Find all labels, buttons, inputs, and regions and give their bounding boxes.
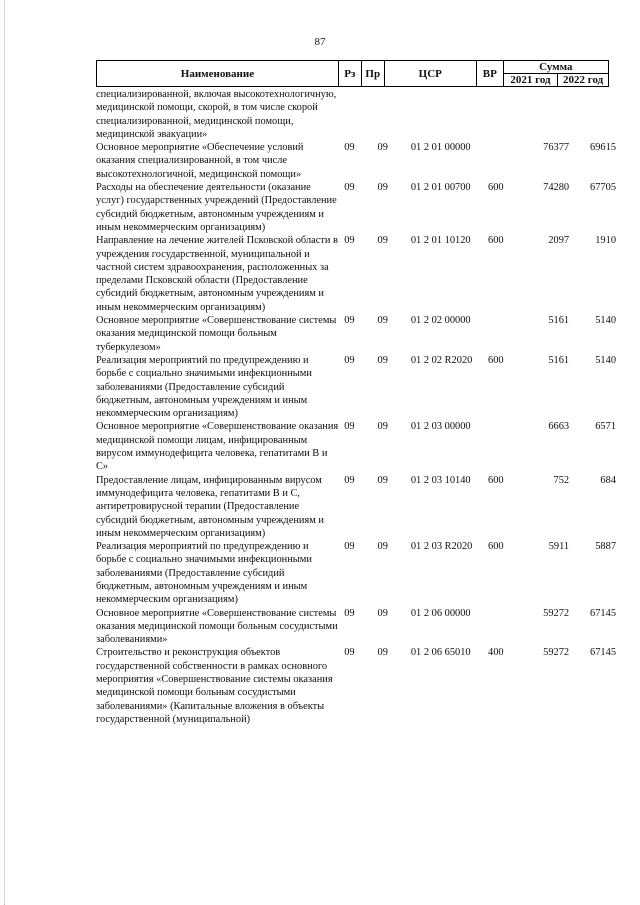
row-vr: 600 <box>488 474 504 486</box>
row-csr <box>407 88 488 141</box>
row-vr <box>488 141 515 181</box>
row-pr: 09 <box>377 647 388 659</box>
row-sum-2021: 2097 <box>548 235 570 247</box>
row-vr: 600 <box>488 541 504 553</box>
row-csr: 01 2 03 R2020 <box>410 541 473 553</box>
row-name: Строительство и реконструкция объектов государственной собственности в рамках основного мероприятия «Совершенствование системы оказания медицинской помощи больным сосудистыми заболеваниями» (Капитальные вложения в объекты государственной (муниципальной) <box>96 647 333 725</box>
row-sum-2021 <box>515 88 569 141</box>
row-sum-2022: 5887 <box>595 541 617 553</box>
row-name: Предоставление лицам, инфицированным вирусом иммунодефицита человека, гепатитами B и C, антиретровирусной терапии (Предоставление субсидий бюджетным, автономным учреждениям и иным некоммерческим организациям) <box>96 474 324 539</box>
row-rz: 09 <box>344 235 355 247</box>
row-sum-2021: 59272 <box>543 647 570 659</box>
row-pr: 09 <box>377 182 388 194</box>
row-vr: 400 <box>488 647 504 659</box>
row-name: Направление на лечение жителей Псковской области в учреждения государственной, муниципальной и частной систем здравоохранения, расположенных за пределами Псковской области (Предоставление субсидий бюджетным, автономным учреждениям и иным некоммерческим организациям) <box>96 235 338 313</box>
table-row <box>96 181 616 234</box>
row-rz: 09 <box>344 474 355 486</box>
row-pr: 09 <box>377 607 388 619</box>
row-pr: 09 <box>377 354 388 366</box>
table-row <box>96 607 616 647</box>
row-sum-2022: 69615 <box>590 142 617 154</box>
row-rz: 09 <box>344 354 355 366</box>
row-pr: 09 <box>377 315 388 327</box>
row-pr: 09 <box>377 142 388 154</box>
row-rz: 09 <box>344 607 355 619</box>
row-rz: 09 <box>344 421 355 433</box>
row-name: Расходы на обеспечение деятельности (оказание услуг) государственных учреждений (Предоставление субсидий бюджетным, автономным учреждениям и иным некоммерческим организациям) <box>96 182 337 233</box>
row-sum-2022: 5140 <box>595 354 617 366</box>
table-row <box>96 474 616 540</box>
left-margin-line <box>4 0 6 905</box>
table-row <box>96 354 616 420</box>
row-pr: 09 <box>377 541 388 553</box>
table-row <box>96 420 616 473</box>
row-sum-2022: 67145 <box>590 647 617 659</box>
row-vr: 600 <box>488 235 504 247</box>
row-csr: 01 2 01 00000 <box>410 142 471 154</box>
row-vr <box>488 420 515 473</box>
row-sum-2022: 6571 <box>595 421 617 433</box>
row-vr: 600 <box>488 354 504 366</box>
row-csr: 01 2 02 R2020 <box>410 354 473 366</box>
row-csr: 01 2 06 65010 <box>410 647 471 659</box>
row-name: Реализация мероприятий по предупреждению и борьбе с социально значимыми инфекционными заболеваниями (Предоставление субсидий бюджетным, автономным учреждениям и иным некоммерческим организациям) <box>96 354 312 420</box>
row-csr: 01 2 02 00000 <box>410 315 471 327</box>
row-csr: 01 2 03 10140 <box>410 474 471 486</box>
row-csr: 01 2 06 00000 <box>410 607 471 619</box>
row-vr <box>488 88 515 141</box>
row-rz: 09 <box>344 315 355 327</box>
header-pr: Пр <box>361 61 384 87</box>
row-csr: 01 2 01 10120 <box>410 235 471 247</box>
row-sum-2021: 74280 <box>543 182 570 194</box>
row-sum-2021: 752 <box>553 474 570 486</box>
row-vr <box>488 607 515 647</box>
row-vr: 600 <box>488 182 504 194</box>
row-pr: 09 <box>377 474 388 486</box>
row-csr: 01 2 01 00700 <box>410 182 471 194</box>
header-year-2021: 2021 год <box>503 74 558 87</box>
row-rz: 09 <box>344 142 355 154</box>
row-pr: 09 <box>377 421 388 433</box>
row-pr: 09 <box>377 235 388 247</box>
row-name: специализированной, включая высокотехнологичную, медицинской помощи, скорой, в том числе скорой специализированной, медицинской помощи, медицинской эвакуации» <box>96 89 337 140</box>
row-name: Основное мероприятие «Совершенствование оказания медицинской помощи лицам, инфицированным вирусом иммунодефицита человека, гепатитами B и C» <box>96 421 339 473</box>
row-vr <box>488 314 515 354</box>
row-sum-2022: 67705 <box>590 182 617 194</box>
row-rz: 09 <box>344 541 355 553</box>
row-csr: 01 2 03 00000 <box>410 421 471 433</box>
row-sum-2022: 684 <box>600 474 617 486</box>
table-row <box>96 88 616 141</box>
table-row <box>96 646 616 726</box>
row-rz <box>340 88 373 141</box>
row-sum-2021: 5911 <box>548 541 570 553</box>
header-name: Наименование <box>97 61 339 87</box>
table-row <box>96 234 616 314</box>
row-name: Основное мероприятие «Обеспечение условий оказания специализированной, в том числе высокотехнологичной, медицинской помощи» <box>96 142 304 180</box>
row-name: Основное мероприятие «Совершенствование системы оказания медицинской помощи больным туберкулезом» <box>96 315 337 353</box>
header-csr: ЦСР <box>384 61 476 87</box>
row-rz: 09 <box>344 182 355 194</box>
table-header <box>96 60 609 87</box>
table-row <box>96 540 616 606</box>
row-sum-2022: 5140 <box>595 315 617 327</box>
table-row <box>96 141 616 181</box>
row-sum-2022: 67145 <box>590 607 617 619</box>
header-sum: Сумма <box>503 61 608 74</box>
row-pr <box>374 88 407 141</box>
page-number: 87 <box>314 36 326 48</box>
table-row <box>96 314 616 354</box>
row-sum-2021: 5161 <box>548 354 570 366</box>
row-sum-2022 <box>569 88 616 141</box>
row-rz: 09 <box>344 647 355 659</box>
header-rz: Рз <box>338 61 361 87</box>
header-year-2022: 2022 год <box>558 74 609 87</box>
row-sum-2021: 5161 <box>548 315 570 327</box>
row-sum-2021: 76377 <box>543 142 570 154</box>
header-vr: ВР <box>476 61 503 87</box>
row-sum-2021: 6663 <box>548 421 570 433</box>
row-name: Основное мероприятие «Совершенствование системы оказания медицинской помощи больным сосудистыми заболеваниями» <box>96 607 338 646</box>
row-sum-2021: 59272 <box>543 607 570 619</box>
table-body <box>96 88 616 726</box>
row-sum-2022: 1910 <box>595 235 617 247</box>
row-name: Реализация мероприятий по предупреждению и борьбе с социально значимыми инфекционными заболеваниями (Предоставление субсидий бюджетным, автономным учреждениям и иным некоммерческим организациям) <box>96 541 312 606</box>
